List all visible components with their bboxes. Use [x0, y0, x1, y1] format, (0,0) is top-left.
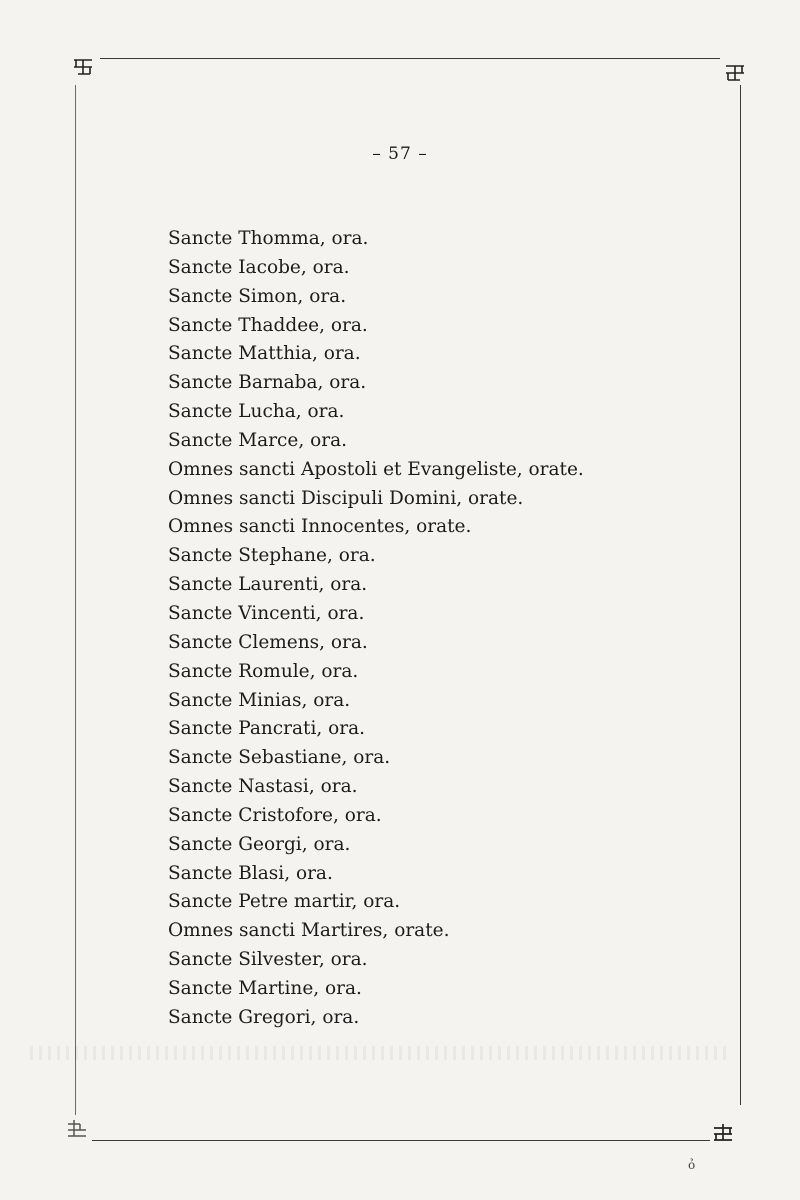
litany-line: Sancte Thaddee, ora.: [168, 314, 368, 336]
litany-list: [168, 225, 728, 1033]
litany-line: Sancte Iacobe, ora.: [168, 256, 350, 278]
litany-line: Sancte Sebastiane, ora.: [168, 747, 391, 769]
signature-mark: ỏ: [688, 1158, 696, 1172]
litany-line: Sancte Matthia, ora.: [168, 343, 361, 365]
page-number: – 57 –: [372, 144, 428, 164]
litany-line: Omnes sancti Martires, orate.: [168, 920, 450, 942]
litany-line: Omnes sancti Apostoli et Evangeliste, orate.: [168, 458, 584, 480]
litany-line: Sancte Marce, ora.: [168, 429, 348, 451]
litany-line: Sancte Cristofore, ora.: [168, 804, 382, 826]
litany-line: Sancte Thomma, ora.: [168, 228, 369, 249]
litany-line: Sancte Romule, ora.: [168, 660, 359, 682]
litany-line: Omnes sancti Discipuli Domini, orate.: [168, 487, 524, 509]
border-bottom: [92, 1140, 710, 1141]
litany-line: Sancte Barnaba, ora.: [168, 372, 367, 394]
litany-line: Sancte Stephane, ora.: [168, 545, 376, 567]
litany-line: Sancte Martine, ora.: [168, 977, 362, 999]
litany-line: Sancte Georgi, ora.: [168, 833, 351, 855]
litany-line: Sancte Lucha, ora.: [168, 401, 345, 423]
litany-line: Sancte Clemens, ora.: [168, 631, 368, 653]
fret-corner-icon: [72, 56, 94, 78]
litany-line: Sancte Silvester, ora.: [168, 949, 368, 971]
litany-line: Sancte Simon, ora.: [168, 285, 347, 307]
scan-artifact: [30, 1046, 730, 1060]
litany-line: Sancte Nastasi, ora.: [168, 776, 358, 798]
litany-line: Sancte Petre martir, ora.: [168, 891, 401, 913]
border-right: [740, 85, 741, 1105]
litany-line: Sancte Pancrati, ora.: [168, 718, 366, 740]
fret-corner-icon: [724, 62, 746, 84]
litany-line: Sancte Laurenti, ora.: [168, 574, 368, 596]
litany-line: Sancte Vincenti, ora.: [168, 602, 365, 624]
litany-line: Sancte Gregori, ora.: [168, 1006, 360, 1028]
border-top: [100, 58, 720, 59]
litany-line: Omnes sancti Innocentes, orate.: [168, 516, 472, 538]
litany-line: Sancte Minias, ora.: [168, 689, 351, 711]
fret-corner-icon: [712, 1122, 734, 1144]
fret-corner-icon: [66, 1118, 88, 1140]
litany-line: Sancte Blasi, ora.: [168, 862, 333, 884]
border-left: [75, 85, 76, 1115]
